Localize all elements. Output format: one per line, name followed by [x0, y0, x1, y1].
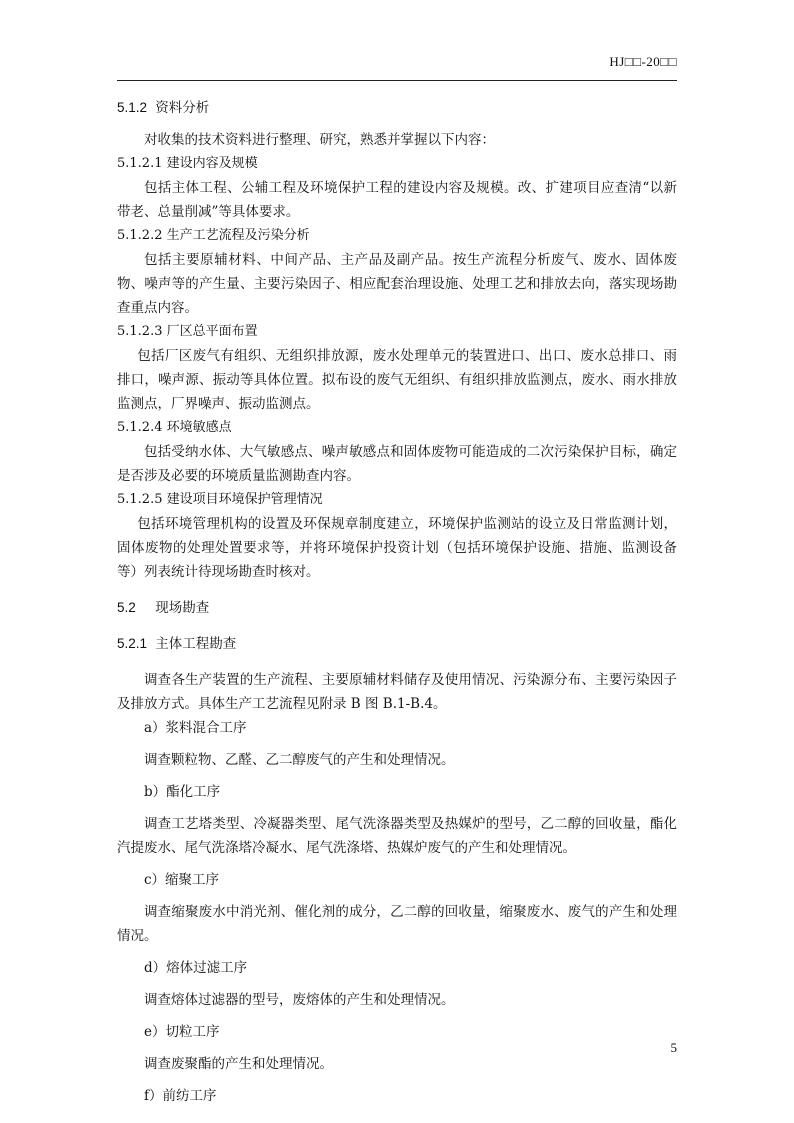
- subsection-heading: 5.1.2.4 环境敏感点: [117, 420, 232, 435]
- subsection-heading: 5.1.2.2 生产工艺流程及污染分析: [117, 228, 310, 243]
- section-number: 5.2: [117, 600, 136, 615]
- section-heading-5-2-1: [117, 632, 677, 656]
- process-step-body: 调查颗粒物、乙醛、乙二醇废气的产生和处理情况。: [144, 752, 455, 768]
- subsection-body: 包括主要原辅材料、中间产品、主产品及副产品。按生产流程分析废气、废水、固体废物、噪声等的产生量、主要污染因子、相应配套治理设施、处理工艺和排放去向，落实现场勘查重点内容。: [117, 252, 677, 316]
- process-step-label: b）酯化工序: [144, 784, 221, 800]
- section-title: 主体工程勘查: [155, 636, 237, 652]
- process-step-body: 调查熔体过滤器的型号，废熔体的产生和处理情况。: [144, 992, 455, 1008]
- subsection-heading: 5.1.2.1 建设内容及规模: [117, 156, 258, 171]
- subsection-body: 包括主体工程、公辅工程及环境保护工程的建设内容及规模。改、扩建项目应查清“以新带老、总量削减”等具体要求。: [117, 180, 677, 220]
- section-title: 现场勘查: [155, 600, 210, 616]
- subsection-heading: 5.1.2.5 建设项目环境保护管理情况: [117, 492, 323, 507]
- subsection-body: 包括厂区废气有组织、无组织排放源，废水处理单元的装置进口、出口、废水总排口、雨排口，噪声源、振动等具体位置。拟布设的废气无组织、有组织排放监测点，废水、雨水排放监测点，厂界噪声、振动监测点。: [117, 348, 677, 412]
- subsection-heading: 5.1.2.3 厂区总平面布置: [117, 324, 258, 339]
- process-step-label: c）缩聚工序: [144, 872, 220, 888]
- subsection-body: 包括环境管理机构的设置及环保规章制度建立，环境保护监测站的设立及日常监测计划，固体废物的处理处置要求等，并将环境保护投资计划（包括环境保护设施、措施、监测设备等）列表统计待现场勘查时核对。: [117, 516, 677, 580]
- page-number: 5: [670, 1040, 677, 1055]
- header-rule: [117, 80, 677, 81]
- section-title: 资料分析: [155, 100, 210, 116]
- process-step-body: 调查废聚酯的产生和处理情况。: [144, 1056, 333, 1072]
- process-step-label: e）切粒工序: [144, 1024, 220, 1040]
- document-code: HJ□□-20□□: [609, 54, 677, 69]
- process-step-label: f）前纺工序: [144, 1088, 217, 1104]
- section-intro: 对收集的技术资料进行整理、研究，熟悉并掌握以下内容：: [144, 132, 495, 148]
- section-heading-5-2: [117, 596, 677, 620]
- process-step-body: 调查工艺塔类型、冷凝器类型、尾气洗涤器类型及热媒炉的型号，乙二醇的回收量，酯化汽提废水、尾气洗涤塔冷凝水、尾气洗涤塔、热媒炉废气的产生和处理情况。: [117, 816, 677, 856]
- process-step-label: a）浆料混合工序: [144, 720, 247, 736]
- section-number: 5.1.2: [117, 100, 148, 115]
- page-content: [117, 96, 677, 1108]
- subsection-body: 包括受纳水体、大气敏感点、噪声敏感点和固体废物可能造成的二次污染保护目标，确定是否涉及必要的环境质量监测勘查内容。: [117, 444, 677, 484]
- section-heading-5-1-2: [117, 96, 677, 120]
- section-number: 5.2.1: [117, 636, 148, 651]
- process-step-label: d）熔体过滤工序: [144, 960, 248, 976]
- process-step-body: 调查缩聚废水中消光剂、催化剂的成分，乙二醇的回收量，缩聚废水、废气的产生和处理情况。: [117, 904, 677, 944]
- section-intro: 调查各生产装置的生产流程、主要原辅材料储存及使用情况、污染源分布、主要污染因子及排放方式。具体生产工艺流程见附录 B 图 B.1-B.4。: [117, 672, 677, 712]
